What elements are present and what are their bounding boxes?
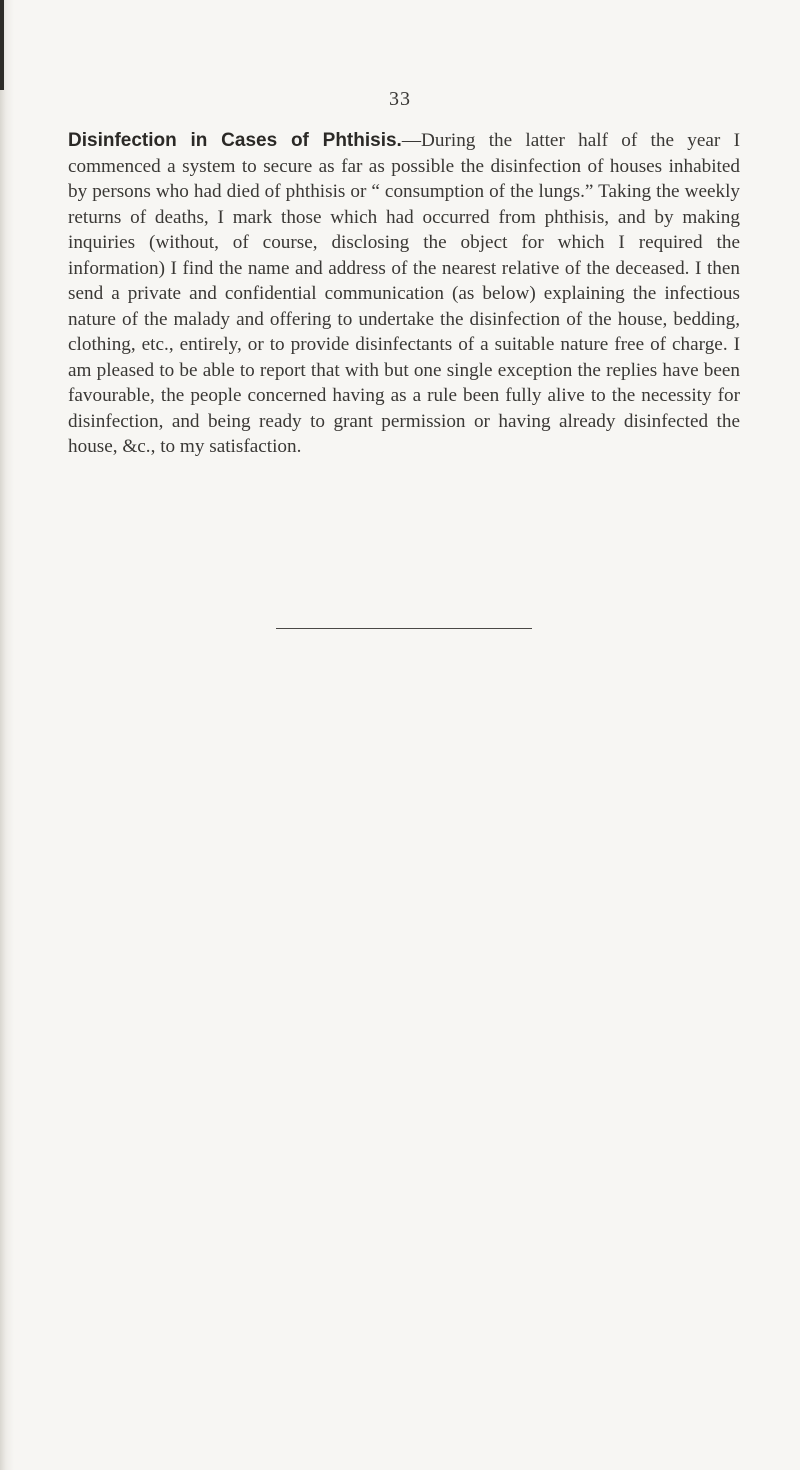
binding-mark xyxy=(0,0,4,90)
section-disinfection xyxy=(68,128,740,460)
section-paragraph xyxy=(68,128,740,460)
section-body: —During the latter half of the year I commenced a system to secure as far as possible the disinfection of houses inhabited by persons who had died of phthisis or “ consumption of the lungs.” Taking the weekly returns of deaths, I mark those which had occurred from phthisis, and by making inquiries (without, of course, disclosing the object for which I required the information) I find the name and address of the nearest relative of the deceased. I then send a private and confidential communication (as below) explaining the infectious nature of the malady and offering to undertake the disinfection of the house, bedding, clothing, etc., entirely, or to provide disinfectants of a suitable nature free of charge. I am pleased to be able to report that with but one single exception the replies have been favourable, the people concerned having as a rule been fully alive to the necessity for disinfection, and being ready to grant permission or having already disinfected the house, &c., to my satisfaction. xyxy=(68,130,740,457)
section-heading: Disinfection in Cases of Phthisis. xyxy=(68,130,402,151)
section-divider-rule xyxy=(276,628,532,629)
page-number: 33 xyxy=(389,88,411,110)
page-binding-edge xyxy=(0,0,14,1470)
